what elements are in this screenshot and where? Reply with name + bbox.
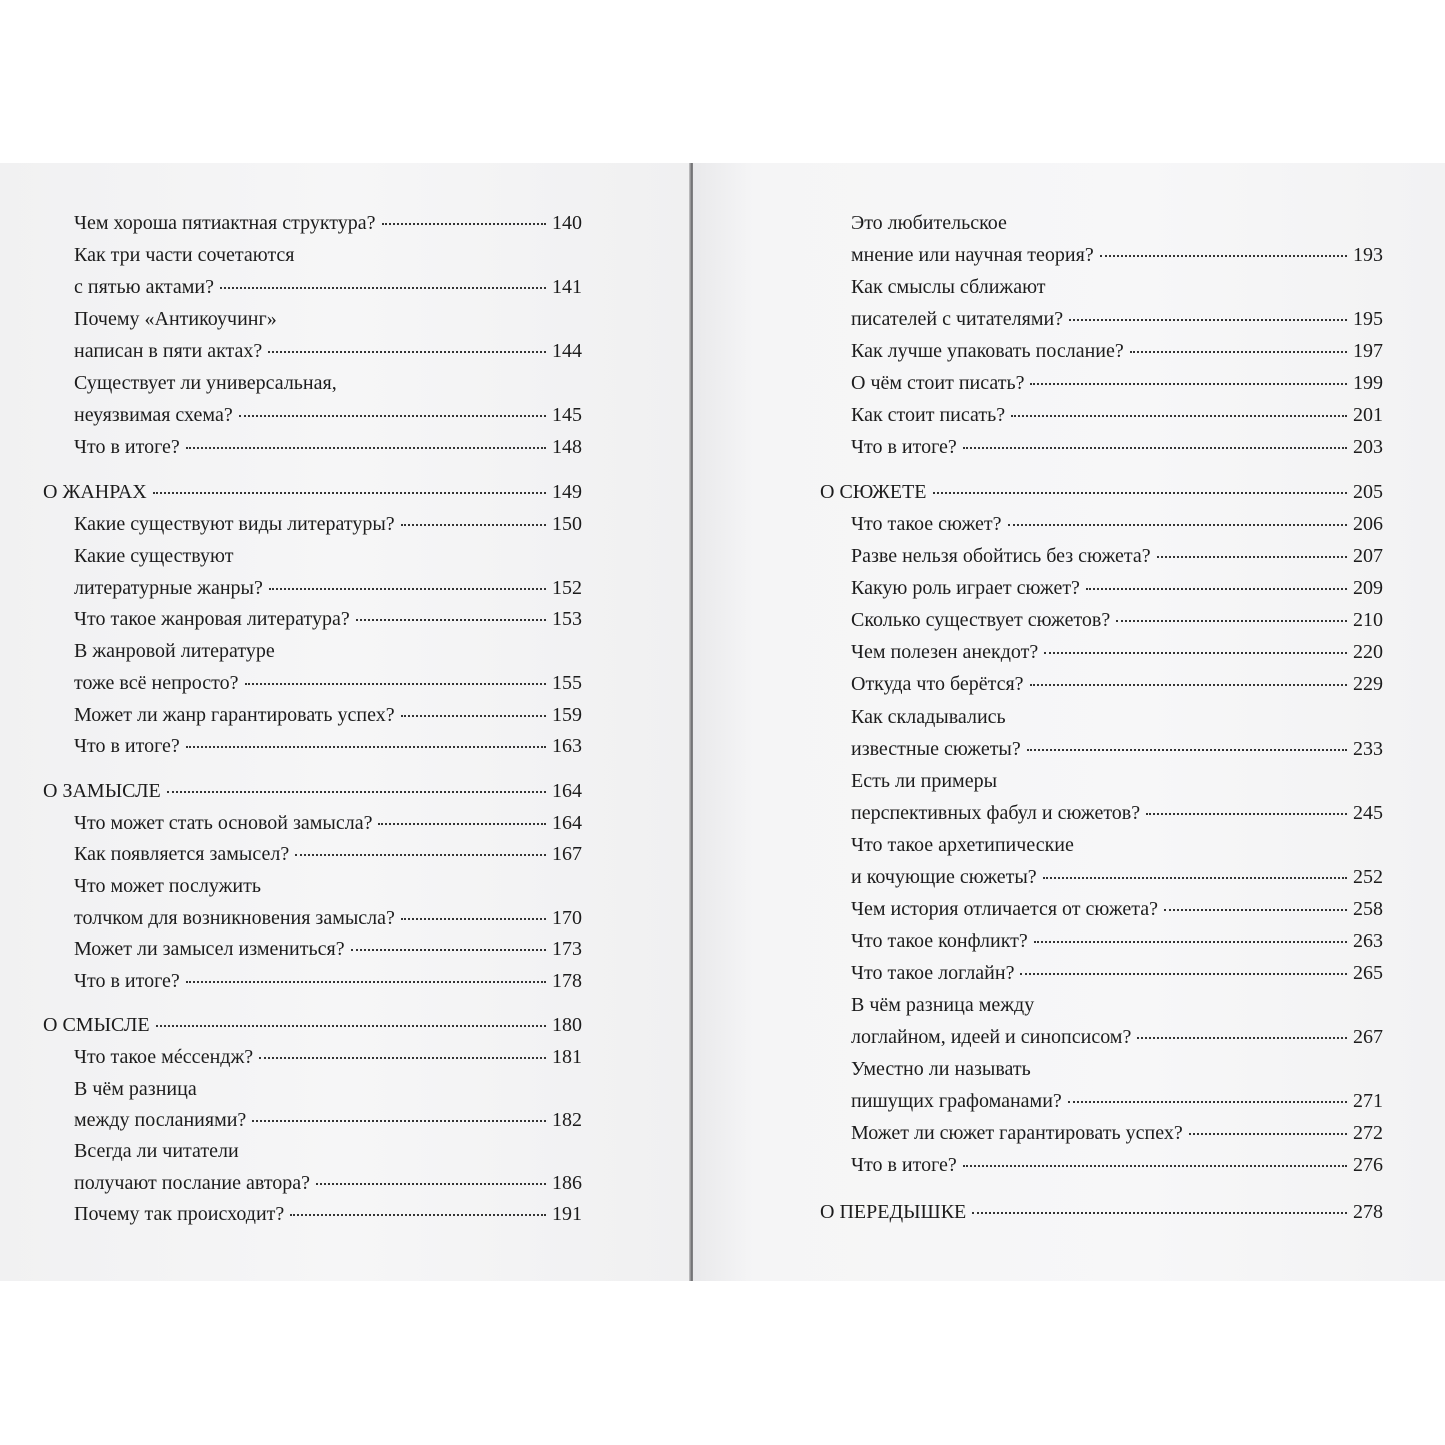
toc-entry-title: О ЖАНРАХ [43,481,147,503]
toc-entry [851,897,1383,921]
toc-page-number: 271 [1353,1090,1383,1112]
toc-entry-title: О ЗАМЫСЛЕ [43,780,161,802]
toc-entry-title: Что такое архетипические [851,834,1074,856]
toc-page-number: 148 [552,436,582,458]
dot-leader [269,588,546,590]
toc-page-number: 233 [1353,738,1383,760]
dot-leader [378,823,546,825]
toc-entry-title: толчком для возникновения замысла? [74,907,395,929]
toc-entry [74,937,582,961]
toc-entry-title: логлайном, идеей и синопсисом? [851,1026,1132,1048]
dot-leader [1044,652,1347,654]
toc-entry [851,544,1383,568]
toc-entry [74,275,582,299]
toc-entry-title: мнение или научная теория? [851,244,1094,266]
toc-entry [851,339,1383,363]
toc-page-number: 164 [552,812,582,834]
toc-section-heading [820,480,1383,504]
toc-entry [851,737,1383,761]
toc-entry-title: Что в итоге? [74,735,180,757]
toc-entry-title: Уместно ли называть [851,1058,1031,1080]
toc-entry-title: О чём стоит писать? [851,372,1025,394]
dot-leader [351,949,546,951]
dot-leader [401,715,546,717]
dot-leader [259,1057,546,1059]
toc-entry-title: Что в итоге? [851,436,957,458]
toc-entry-title: перспективных фабул и сюжетов? [851,802,1141,824]
toc-page-number: 145 [552,404,582,426]
dot-leader [1008,524,1347,526]
toc-entry-title: Чем история отличается от сюжета? [851,898,1158,920]
dot-leader [933,492,1347,494]
dot-leader [963,1165,1347,1167]
toc-page-number: 150 [552,513,582,535]
toc-entry [851,1121,1383,1145]
toc-entry [851,640,1383,664]
toc-page-number: 203 [1353,436,1383,458]
toc-page-number: 178 [552,970,582,992]
toc-entry-title: Какие существуют [74,545,234,567]
toc-entry-title: Существует ли универсальная, [74,372,337,394]
toc-page-number: 155 [552,672,582,694]
toc-entry [74,544,233,568]
dot-leader [156,1025,546,1027]
toc-entry [851,576,1383,600]
dot-leader [972,1212,1347,1214]
toc-entry [74,243,295,267]
toc-section-heading [820,1200,1383,1224]
toc-entry-title: Как складывались [851,706,1006,728]
right-page [693,163,1445,1281]
toc-entry [74,1139,239,1163]
dot-leader [401,524,546,526]
toc-entry-title: Может ли жанр гарантировать успех? [74,704,395,726]
dot-leader [186,981,546,983]
toc-entry [851,1089,1383,1113]
dot-leader [1137,1037,1347,1039]
toc-page-number: 207 [1353,545,1383,567]
toc-entry-title: Всегда ли читатели [74,1140,239,1162]
toc-page-number: 258 [1353,898,1383,920]
toc-page-number: 265 [1353,962,1383,984]
toc-entry [74,639,275,663]
book-spread [0,163,1445,1281]
toc-entry [74,1108,582,1132]
toc-entry-title: Что может послужить [74,875,261,897]
toc-page-number: 195 [1353,308,1383,330]
toc-entry-title: написан в пяти актах? [74,340,263,362]
toc-entry [74,874,261,898]
toc-entry [851,512,1383,536]
toc-section-heading [43,1013,582,1037]
toc-entry-title: Сколько существует сюжетов? [851,609,1111,631]
toc-entry-title: Разве нельзя обойтись без сюжета? [851,545,1151,567]
toc-entry [74,435,582,459]
toc-entry-title: известные сюжеты? [851,738,1021,760]
dot-leader [401,918,546,920]
toc-section-heading [43,779,582,803]
toc-entry [74,906,582,930]
toc-entry [851,769,997,793]
toc-entry-title: Откуда что берётся? [851,673,1024,695]
toc-entry [851,865,1383,889]
toc-entry [74,607,582,631]
toc-page-number: 163 [552,735,582,757]
toc-entry [851,929,1383,953]
toc-page-number: 141 [552,276,582,298]
toc-entry [74,512,582,536]
dot-leader [1157,556,1347,558]
toc-page-number: 220 [1353,641,1383,663]
toc-entry-title: Чем полезен анекдот? [851,641,1039,663]
toc-entry-title: Почему «Антикоучинг» [74,308,277,330]
toc-entry-title: Как стоит писать? [851,404,1006,426]
toc-entry [851,801,1383,825]
dot-leader [1020,973,1347,975]
toc-entry [851,403,1383,427]
toc-entry [74,576,582,600]
toc-entry-title: В жанровой литературе [74,640,275,662]
toc-page-number: 229 [1353,673,1383,695]
toc-entry-title: Что такое конфликт? [851,930,1028,952]
toc-page-number: 186 [552,1172,582,1194]
dot-leader [1116,620,1347,622]
dot-leader [1086,588,1347,590]
toc-page-number: 182 [552,1109,582,1131]
dot-leader [1030,684,1347,686]
toc-entry [74,1202,582,1226]
toc-entry [851,1025,1383,1049]
toc-entry-title: О СЮЖЕТЕ [820,481,927,503]
toc-entry [851,275,1046,299]
toc-entry [851,608,1383,632]
toc-entry [74,703,582,727]
toc-page-number: 267 [1353,1026,1383,1048]
toc-page-number: 167 [552,843,582,865]
toc-page-number: 170 [552,907,582,929]
dot-leader [1043,877,1347,879]
toc-entry-title: неуязвимая схема? [74,404,233,426]
toc-entry [74,371,337,395]
toc-page-number: 210 [1353,609,1383,631]
toc-entry-title: с пятью актами? [74,276,215,298]
toc-entry [74,211,582,235]
toc-entry-title: Что такое логлайн? [851,962,1015,984]
toc-page-number: 140 [552,212,582,234]
dot-leader [268,351,546,353]
toc-page-number: 205 [1353,481,1383,503]
dot-leader [963,447,1347,449]
toc-page-number: 272 [1353,1122,1383,1144]
toc-entry [74,734,582,758]
toc-entry-title: тоже всё непросто? [74,672,239,694]
toc-page-number: 252 [1353,866,1383,888]
toc-entry-title: Это любительское [851,212,1007,234]
toc-entry-title: Какие существуют виды литературы? [74,513,395,535]
toc-entry [851,435,1383,459]
toc-entry [74,307,277,331]
toc-entry [851,833,1074,857]
toc-page-number: 173 [552,938,582,960]
dot-leader [1164,909,1347,911]
left-page [0,163,690,1281]
toc-entry-title: писателей с читателями? [851,308,1064,330]
toc-entry-title: получают послание автора? [74,1172,311,1194]
toc-entry-title: Чем хороша пятиактная структура? [74,212,376,234]
dot-leader [1030,383,1347,385]
dot-leader [1146,813,1347,815]
dot-leader [1130,351,1347,353]
toc-page-number: 209 [1353,577,1383,599]
toc-page-number: 206 [1353,513,1383,535]
toc-entry-title: Может ли сюжет гарантировать успех? [851,1122,1183,1144]
toc-entry [74,969,582,993]
toc-section-heading [43,480,582,504]
toc-entry [74,1171,582,1195]
toc-page-number: 144 [552,340,582,362]
toc-page-number: 181 [552,1046,582,1068]
dot-leader [1068,1101,1347,1103]
dot-leader [1189,1133,1347,1135]
toc-entry-title: между посланиями? [74,1109,247,1131]
toc-entry [851,672,1383,696]
toc-entry-title: О ПЕРЕДЫШКЕ [820,1201,967,1223]
toc-entry [74,842,582,866]
toc-entry [74,403,582,427]
toc-page-number: 197 [1353,340,1383,362]
toc-entry-title: Что в итоге? [74,436,180,458]
toc-entry-title: Как смыслы сближают [851,276,1046,298]
toc-entry-title: Почему так происходит? [74,1203,285,1225]
toc-entry-title: литературные жанры? [74,577,263,599]
toc-page-number: 159 [552,704,582,726]
dot-leader [356,619,546,621]
toc-page-number: 152 [552,577,582,599]
toc-page-number: 278 [1353,1201,1383,1223]
dot-leader [167,791,546,793]
toc-entry-title: Как появляется замысел? [74,843,290,865]
toc-entry-title: Что может стать основой замысла? [74,812,373,834]
toc-entry-title: Как лучше упаковать послание? [851,340,1124,362]
dot-leader [252,1120,546,1122]
toc-page-number: 245 [1353,802,1383,824]
toc-entry [851,961,1383,985]
dot-leader [245,683,546,685]
toc-page-number: 263 [1353,930,1383,952]
toc-entry-title: Что в итоге? [74,970,180,992]
toc-entry [851,993,1034,1017]
toc-entry [851,371,1383,395]
toc-entry [74,671,582,695]
toc-page-number: 193 [1353,244,1383,266]
toc-page-number: 149 [552,481,582,503]
toc-entry-title: Что такое сюжет? [851,513,1002,535]
dot-leader [1034,941,1347,943]
dot-leader [153,492,546,494]
toc-entry [851,1057,1031,1081]
dot-leader [239,415,546,417]
dot-leader [290,1214,546,1216]
toc-page-number: 276 [1353,1154,1383,1176]
toc-page-number: 201 [1353,404,1383,426]
toc-entry-title: Есть ли примеры [851,770,998,792]
toc-entry-title: и кочующие сюжеты? [851,866,1037,888]
dot-leader [1100,255,1347,257]
toc-entry [74,811,582,835]
toc-page-number: 164 [552,780,582,802]
toc-entry [851,705,1006,729]
toc-entry-title: Что такое мéссендж? [74,1046,254,1068]
toc-page-number: 191 [552,1203,582,1225]
toc-entry-title: В чём разница [74,1078,197,1100]
toc-entry [74,1045,582,1069]
toc-entry [851,211,1007,235]
toc-entry-title: Может ли замысел измениться? [74,938,345,960]
dot-leader [186,447,546,449]
dot-leader [220,287,546,289]
toc-page-number: 153 [552,608,582,630]
dot-leader [316,1183,546,1185]
toc-entry-title: Какую роль играет сюжет? [851,577,1080,599]
toc-entry [851,307,1383,331]
toc-entry-title: Что в итоге? [851,1154,957,1176]
toc-page-number: 199 [1353,372,1383,394]
toc-entry-title: Как три части сочетаются [74,244,295,266]
toc-entry-title: В чём разница между [851,994,1035,1016]
toc-entry-title: О СМЫСЛЕ [43,1014,150,1036]
dot-leader [382,223,546,225]
toc-entry [74,339,582,363]
dot-leader [1027,749,1347,751]
toc-entry [851,243,1383,267]
toc-entry-title: Что такое жанровая литература? [74,608,350,630]
toc-entry [851,1153,1383,1177]
toc-page-number: 180 [552,1014,582,1036]
toc-entry-title: пишущих графоманами? [851,1090,1062,1112]
dot-leader [186,746,546,748]
toc-entry [74,1077,197,1101]
dot-leader [1011,415,1347,417]
dot-leader [295,854,546,856]
dot-leader [1069,319,1347,321]
